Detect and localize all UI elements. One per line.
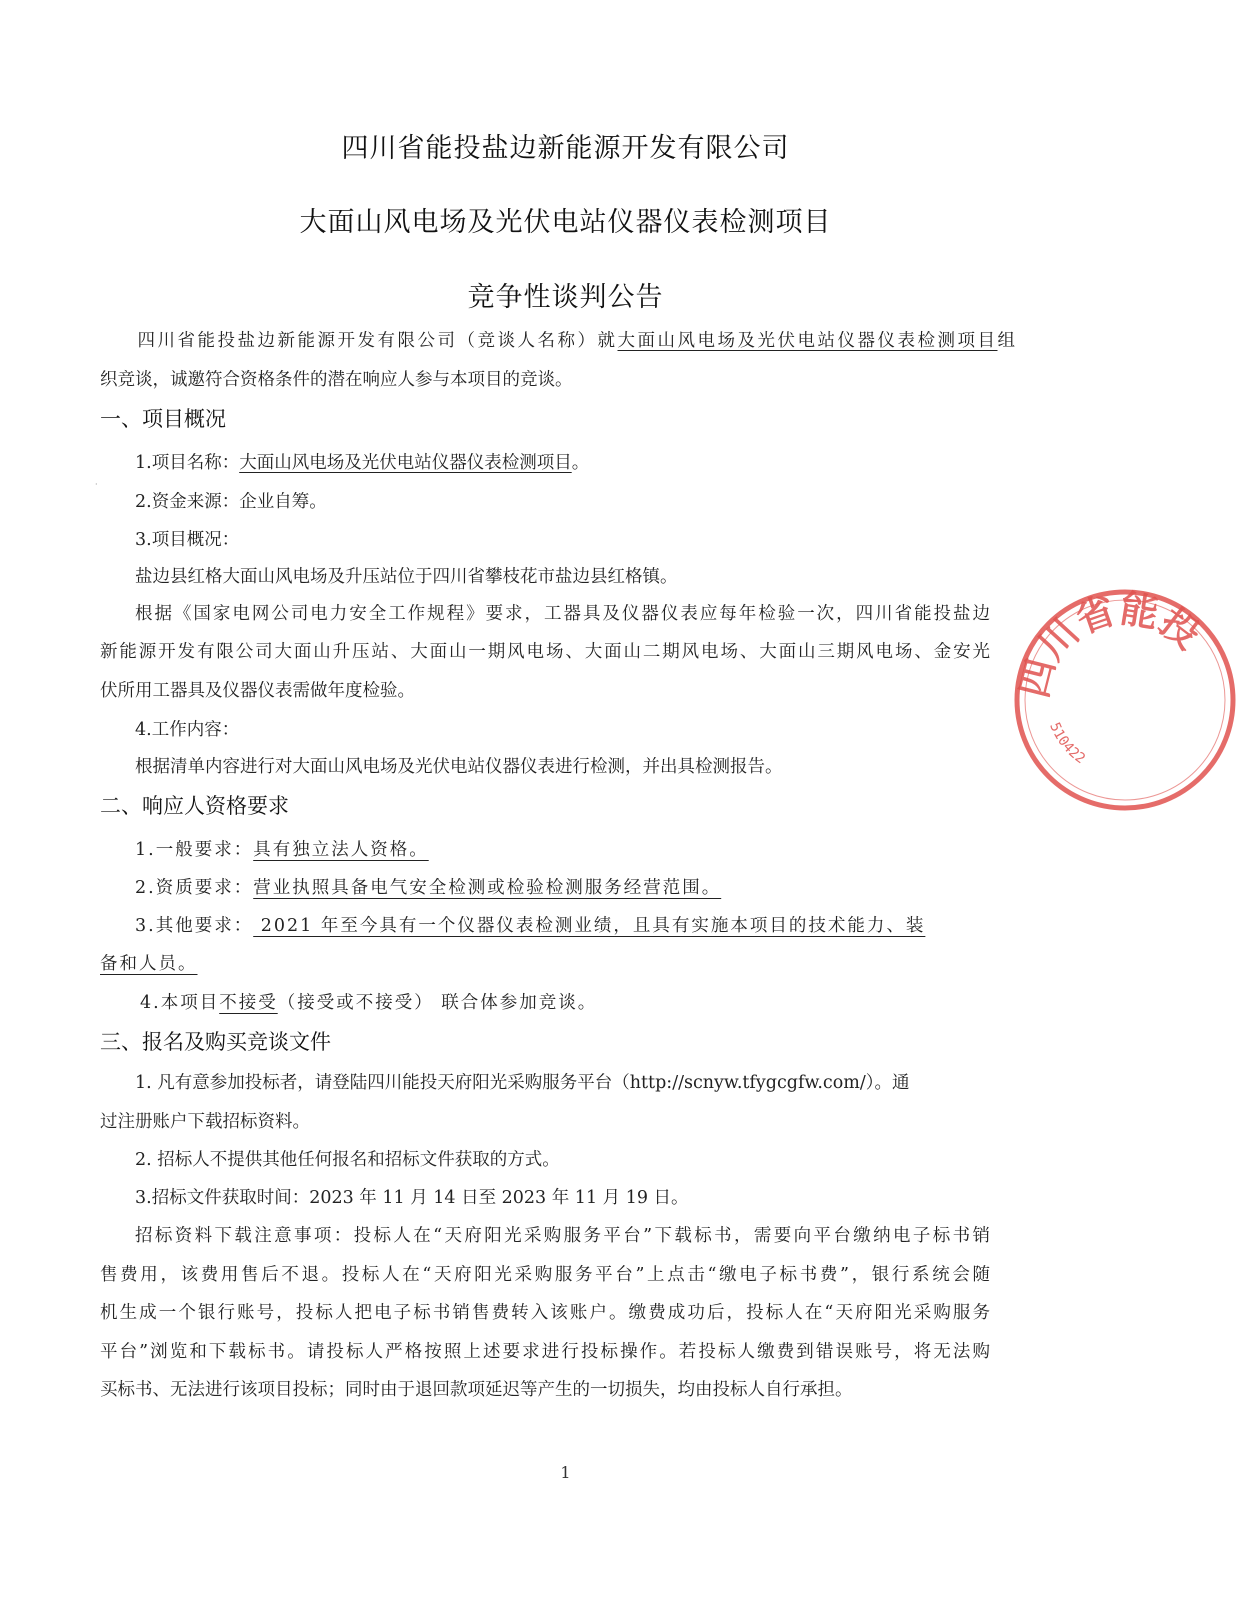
consortium-line (140, 991, 1015, 1015)
other-requirement-line-2 (100, 952, 1015, 976)
notes-line-1: 招标资料下载注意事项：投标人在“天府阳光采购服务平台”下载标书，需要向平台缴纳电子标书销 (135, 1226, 990, 1246)
overview-para-2-line-2: 新能源开发有限公司大面山升压站、大面山一期风电场、大面山二期风电场、大面山三期风电场、金安光 (100, 642, 990, 662)
consortium-text: （接受或不接受） 联合体参加竞谈。 (277, 993, 598, 1013)
section-heading-1: 一、项目概况 (100, 407, 226, 431)
consortium-value: 不接受 (219, 993, 278, 1013)
work-content-para: 根据清单内容进行对大面山风电场及光伏电站仪器仪表进行检测，并出具检测报告。 (135, 757, 783, 777)
qualification-value: 营业执照具备电气安全检测或检验检测服务经营范围。 (253, 878, 722, 898)
notes-line-4: 平台”浏览和下载标书。请投标人严格按照上述要求进行投标操作。若投标人缴费到错误账号，将无法购 (100, 1342, 990, 1362)
fund-source-line: 2.资金来源：企业自筹。 (135, 492, 327, 512)
register-line-1: 1. 凡有意参加投标者，请登陆四川能投天府阳光采购服务平台（http://scnyw.tfygcgfw.com/）。通 (135, 1073, 910, 1093)
consortium-label: 4.本项目 (140, 993, 220, 1013)
overview-para-1: 盐边县红格大面山风电场及升压站位于四川省攀枝花市盐边县红格镇。 (135, 567, 678, 587)
other-requirement-label: 3.其他要求： (135, 916, 254, 936)
qualification-label: 2.资质要求： (135, 878, 254, 898)
notes-line-2: 售费用，该费用售后不退。投标人在“天府阳光采购服务平台”上点击“缴电子标书费”，银行系统会随 (100, 1265, 990, 1285)
seal-code: 510422 (1046, 720, 1089, 768)
other-requirement-value: 2021 年至今具有一个仪器仪表检测业绩，且具有实施本项目的技术能力、装 (253, 916, 926, 936)
company-seal (1010, 585, 1240, 815)
intro-line-1 (100, 329, 1015, 353)
other-requirement-line-1 (135, 914, 995, 938)
overview-label: 3.项目概况： (135, 530, 240, 550)
general-requirement-label: 1.一般要求： (135, 840, 254, 860)
work-content-label: 4.工作内容： (135, 720, 240, 740)
intro-line-2: 织竞谈，诚邀符合资格条件的潜在响应人参与本项目的竞谈。 (100, 370, 573, 390)
page-number: 1 (560, 1463, 571, 1482)
acquisition-time-line: 3.招标文件获取时间：2023 年 11 月 14 日至 2023 年 11 月 19 日。 (135, 1188, 689, 1208)
scan-dot: · (95, 480, 98, 489)
notes-line-5: 买标书、无法进行该项目投标；同时由于退回款项延迟等产生的一切损失，均由投标人自行承担。 (100, 1380, 853, 1400)
no-other-method-line: 2. 招标人不提供其他任何报名和招标文件获取的方式。 (135, 1150, 560, 1170)
intro-text: 四川省能投盐边新能源开发有限公司（竞谈人名称）就 (135, 331, 618, 351)
project-name-value: 大面山风电场及光伏电站仪器仪表检测项目 (239, 453, 572, 473)
general-requirement-value: 具有独立法人资格。 (253, 840, 429, 860)
project-name-end: 。 (571, 453, 590, 473)
project-name-line (135, 451, 1015, 475)
section-heading-2: 二、响应人资格要求 (100, 794, 289, 818)
register-line-2: 过注册账户下载招标资料。 (100, 1112, 310, 1132)
project-name-label: 1.项目名称： (135, 453, 240, 473)
project-title: 大面山风电场及光伏电站仪器仪表检测项目 (299, 207, 832, 238)
overview-para-2-line-1: 根据《国家电网公司电力安全工作规程》要求，工器具及仪器仪表应每年检验一次，四川省能投盐边 (135, 604, 990, 624)
section-heading-3: 三、报名及购买竞谈文件 (100, 1030, 331, 1054)
general-requirement-line (135, 838, 1015, 862)
overview-para-2-line-3: 伏所用工器具及仪器仪表需做年度检验。 (100, 681, 415, 701)
qualification-line (135, 876, 1015, 900)
seal-text: 四川省能投 (1011, 586, 1209, 702)
intro-project-name: 大面山风电场及光伏电站仪器仪表检测项目 (617, 331, 998, 351)
other-requirement-value-cont: 备和人员。 (100, 954, 198, 974)
company-title: 四川省能投盐边新能源开发有限公司 (341, 133, 790, 164)
notice-title: 竞争性谈判公告 (467, 282, 664, 313)
intro-text-end: 组 (997, 331, 1015, 351)
notes-line-3: 机生成一个银行账号，投标人把电子标书销售费转入该账户。缴费成功后，投标人在“天府阳光采购服务 (100, 1303, 990, 1323)
